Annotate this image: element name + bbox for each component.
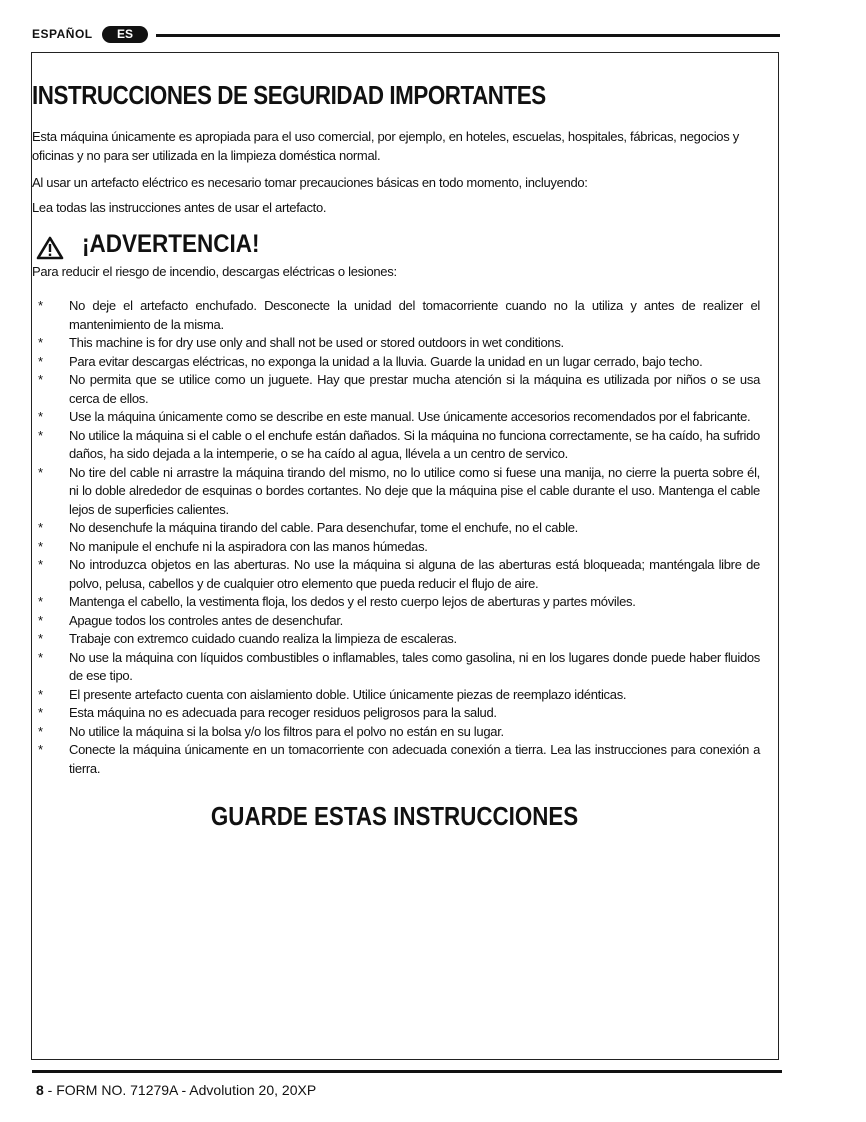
bullet-text: Use la máquina únicamente como se describe en este manual. Use únicamente accesorios recomendados por el fabricante.: [69, 409, 751, 424]
form-number: - FORM NO. 71279A - Advolution 20, 20XP: [43, 1082, 317, 1098]
safety-bullet-item: [32, 723, 760, 742]
page-number: 8: [36, 1082, 44, 1098]
bullet-marker: *: [38, 686, 43, 702]
closing-text: GUARDE ESTAS INSTRUCCIONES: [211, 801, 579, 831]
safety-bullet-item: [32, 556, 760, 593]
bullet-marker: *: [38, 649, 43, 665]
safety-bullet-item: [32, 593, 760, 612]
bullet-text: No tire del cable ni arrastre la máquina tirando del mismo, no lo utilice como si fuese una manija, no cierre la puerta sobre él, ni lo doble alrededor de esquinas o bordes cortantes. No deje que la máquina pise el cable durante el uso. Mantenga el cable lejos de superficies calientes.: [69, 464, 760, 517]
bullet-marker: *: [38, 335, 43, 350]
warning-title: ¡ADVERTENCIA!: [82, 230, 260, 258]
safety-bullet-item: [32, 297, 760, 334]
bullet-text: No utilice la máquina si la bolsa y/o los filtros para el polvo no están en su lugar.: [69, 723, 504, 739]
safety-bullet-item: [32, 630, 760, 649]
bullet-text: No desenchufe la máquina tirando del cable. Para desenchufar, tome el enchufe, no el cable.: [69, 520, 578, 535]
bullet-marker: *: [38, 409, 43, 424]
warning-triangle-icon: [36, 236, 64, 260]
bullet-marker: *: [38, 464, 43, 480]
safety-bullet-item: [32, 464, 760, 520]
language-label: ESPAÑOL: [32, 27, 93, 41]
bullet-text: This machine is for dry use only and shall not be used or stored outdoors in wet conditions.: [69, 335, 564, 350]
safety-bullet-item: [32, 649, 760, 686]
safety-bullet-item: [32, 538, 760, 557]
intro-paragraph-3: Lea todas las instrucciones antes de usar el artefacto.: [32, 200, 327, 215]
bullet-marker: *: [38, 723, 43, 739]
bullet-text: No permita que se utilice como un juguete. Hay que prestar mucha atención si la máquina es utilizada por niños o se usa cerca de ellos.: [69, 372, 760, 406]
bullet-marker: *: [38, 612, 43, 628]
bullet-text: No utilice la máquina si el cable o el enchufe están dañados. Si la máquina no funciona correctamente, se ha caído, ha sufrido daños, ha sido dejada a la intemperie, o se ha caído al agua, llévela a un centro de servico.: [69, 427, 760, 461]
bullet-text: No manipule el enchufe ni la aspiradora con las manos húmedas.: [69, 538, 428, 554]
safety-bullet-item: [32, 334, 760, 353]
safety-bullet-item: [32, 741, 760, 778]
safety-bullet-item: [32, 686, 760, 705]
intro-paragraph-2: Al usar un artefacto eléctrico es necesario tomar precauciones básicas en todo momento, incluyendo:: [32, 175, 588, 190]
bullet-text: Mantenga el cabello, la vestimenta floja, los dedos y el resto cuerpo lejos de aberturas y partes móviles.: [69, 594, 636, 609]
bullet-text: Conecte la máquina únicamente en un tomacorriente con adecuada conexión a tierra. Lea las instrucciones para conexión a tierra.: [69, 742, 760, 776]
bullet-marker: *: [38, 298, 43, 313]
safety-bullet-item: [32, 519, 760, 538]
bullet-marker: *: [38, 520, 43, 535]
bullet-text: Apague todos los controles antes de desenchufar.: [69, 612, 343, 628]
bullet-marker: *: [38, 594, 43, 609]
bullet-marker: *: [38, 705, 43, 720]
language-badge: ES: [102, 26, 148, 43]
safety-bullet-item: [32, 427, 760, 464]
bullet-marker: *: [38, 427, 43, 443]
bullet-marker: *: [38, 742, 43, 757]
footer-rule: [32, 1070, 782, 1073]
bullet-text: Esta máquina no es adecuada para recoger residuos peligrosos para la salud.: [69, 705, 497, 720]
language-header: [32, 24, 780, 46]
safety-bullet-item: [32, 371, 760, 408]
safety-bullet-item: [32, 408, 760, 427]
safety-bullet-item: [32, 612, 760, 631]
bullet-marker: *: [38, 557, 43, 572]
page-title: INSTRUCCIONES DE SEGURIDAD IMPORTANTES: [32, 80, 546, 110]
header-rule: [156, 34, 780, 37]
bullet-marker: *: [38, 353, 43, 369]
bullet-text: El presente artefacto cuenta con aislamiento doble. Utilice únicamente piezas de reemplazo idénticas.: [69, 686, 627, 702]
bullet-text: No introduzca objetos en las aberturas. No use la máquina si alguna de las aberturas está bloqueada; manténgala libre de polvo, pelusa, cabellos y de cualquier otro elemento que pueda reducir el flujo de aire.: [69, 557, 760, 591]
page-footer: [36, 1082, 316, 1098]
bullet-marker: *: [38, 538, 43, 554]
bullet-text: No deje el artefacto enchufado. Desconecte la unidad del tomacorriente cuando no la utiliza y antes de realizer el mantenimiento de la misma.: [69, 298, 760, 332]
intro-paragraph-1: Esta máquina únicamente es apropiada para el uso comercial, por ejemplo, en hoteles, escuelas, hospitales, fábricas, negocios y oficinas y no para ser utilizada en la limpieza doméstica normal.: [32, 129, 739, 163]
bullet-text: Para evitar descargas eléctricas, no exponga la unidad a la lluvia. Guarde la unidad en un lugar cerrado, bajo techo.: [69, 353, 703, 369]
warning-subtitle: Para reducir el riesgo de incendio, descargas eléctricas o lesiones:: [32, 264, 397, 279]
bullet-marker: *: [38, 372, 43, 387]
safety-bullet-item: [32, 353, 760, 372]
safety-bullet-list: [32, 297, 760, 778]
bullet-marker: *: [38, 631, 43, 646]
bullet-text: No use la máquina con líquidos combustibles o inflamables, tales como gasolina, ni en los lugares donde puede haber fluidos de ese tipo.: [69, 649, 760, 683]
bullet-text: Trabaje con extremco cuidado cuando realiza la limpieza de escaleras.: [69, 631, 457, 646]
closing-heading: [0, 801, 790, 832]
safety-bullet-item: [32, 704, 760, 723]
